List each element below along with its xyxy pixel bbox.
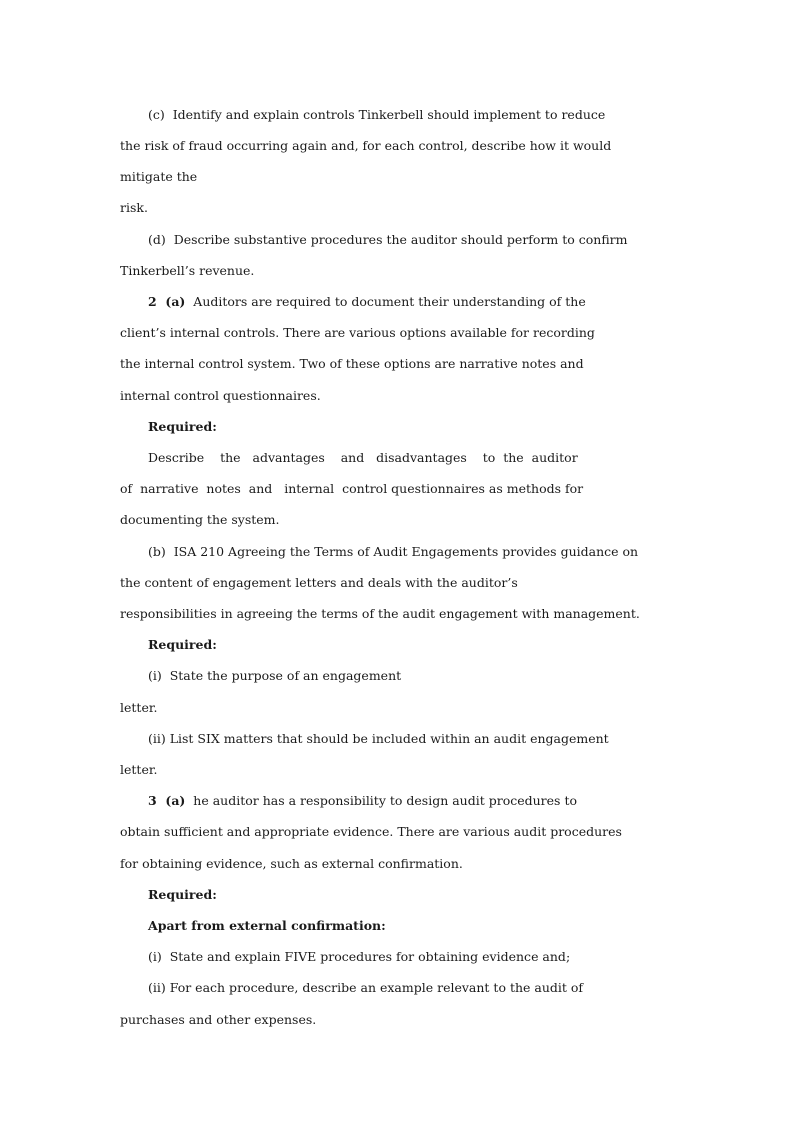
text-line: obtain sufficient and appropriate evidence. There are various audit procedures [120, 824, 622, 839]
text-line: (b) ISA 210 Agreeing the Terms of Audit Engagements provides guidance on [148, 544, 639, 559]
sub-heading: Apart from external confirmation: [148, 918, 386, 933]
text-line: letter. [120, 762, 158, 777]
text-line: (d) Describe substantive procedures the auditor should perform to confirm [148, 232, 628, 247]
question-2a-label: 2 (a) [148, 294, 186, 309]
text-line: (ii) For each procedure, describe an example relevant to the audit of [148, 980, 584, 995]
text-line: mitigate the [120, 169, 198, 184]
question-2a-line [148, 294, 586, 310]
text-line: responsibilities in agreeing the terms of the audit engagement with management. [120, 606, 640, 621]
required-heading: Required: [148, 419, 217, 434]
text-line: (i) State the purpose of an engagement [148, 668, 402, 683]
text-line: (c) Identify and explain controls Tinkerbell should implement to reduce [148, 107, 606, 122]
text-line: Describe the advantages and disadvantages to the auditor [148, 450, 578, 465]
text-line: letter. [120, 700, 158, 715]
text-line: he auditor has a responsibility to design audit procedures to [193, 793, 577, 808]
text-line: the risk of fraud occurring again and, for each control, describe how it would [120, 138, 612, 153]
text-line: Tinkerbell’s revenue. [120, 263, 255, 278]
text-line: the internal control system. Two of these options are narrative notes and [120, 356, 584, 371]
question-3a-label: 3 (a) [148, 793, 186, 808]
question-3a-line [148, 793, 577, 809]
required-heading: Required: [148, 637, 217, 652]
text-line: (i) State and explain FIVE procedures for obtaining evidence and; [148, 949, 571, 964]
text-line: client’s internal controls. There are various options available for recording [120, 325, 595, 340]
text-line: documenting the system. [120, 512, 280, 527]
text-line: (ii) List SIX matters that should be included within an audit engagement [148, 731, 609, 746]
text-line: purchases and other expenses. [120, 1012, 317, 1027]
text-line: internal control questionnaires. [120, 388, 321, 403]
text-line: risk. [120, 200, 148, 215]
text-line: for obtaining evidence, such as external confirmation. [120, 856, 463, 871]
text-line: Auditors are required to document their understanding of the [193, 294, 586, 309]
required-heading: Required: [148, 887, 217, 902]
text-line: of narrative notes and internal control questionnaires as methods for [120, 481, 584, 496]
text-line: the content of engagement letters and deals with the auditor’s [120, 575, 518, 590]
